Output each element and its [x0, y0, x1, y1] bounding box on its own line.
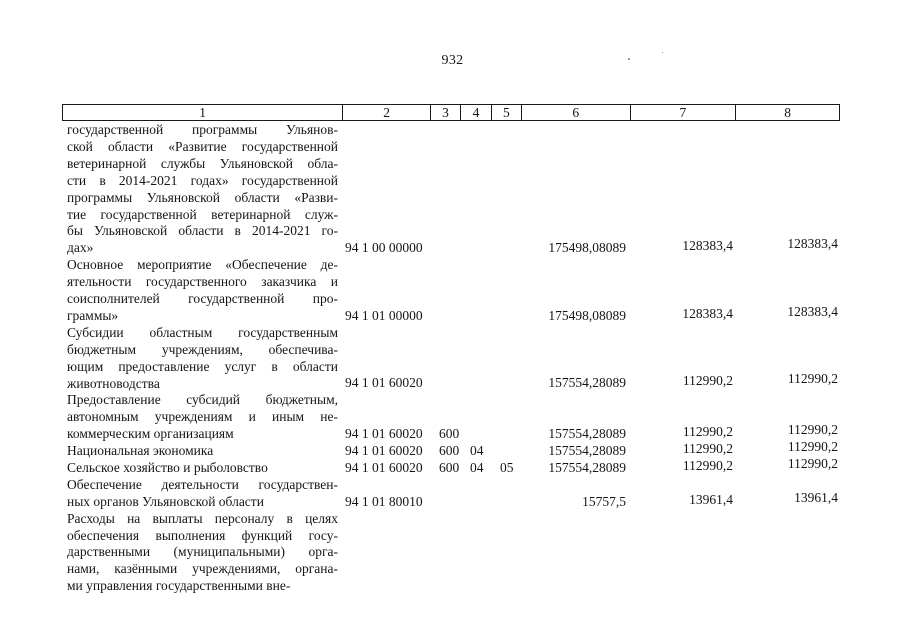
amount-column-7: 112990,2 [682, 457, 733, 473]
subsection-code: 05 [500, 459, 514, 475]
description-line: животноводства [67, 375, 160, 391]
column-header-1: 1 [63, 105, 343, 120]
row-description [67, 392, 338, 443]
description-line: бюджетным учреждениям, обеспечива- [67, 341, 338, 357]
target-article-code: 94 1 01 60020 [345, 459, 423, 475]
target-article-code: 94 1 01 60020 [345, 443, 423, 459]
row-description [67, 122, 338, 257]
scan-speck [662, 52, 663, 53]
row-description [67, 477, 338, 511]
row-description [67, 460, 338, 477]
amount-column-8: 13961,4 [794, 489, 838, 505]
table-body [0, 122, 905, 595]
amount-column-6: 157554,28089 [548, 443, 626, 459]
description-line: дарственными (муниципальными) орга- [67, 544, 338, 560]
amount-column-7: 13961,4 [689, 491, 733, 507]
description-line: соисполнителей государственной про- [67, 291, 338, 306]
amount-column-7: 112990,2 [682, 424, 733, 440]
amount-column-6: 175498,08089 [548, 307, 626, 323]
description-line: граммы» [67, 307, 119, 323]
amount-column-8: 112990,2 [787, 371, 838, 387]
amount-column-7: 128383,4 [682, 305, 733, 321]
expense-type-code: 600 [439, 459, 460, 475]
amount-column-7: 112990,2 [682, 373, 733, 389]
amount-column-6: 157554,28089 [548, 375, 626, 391]
amount-column-8: 128383,4 [787, 303, 838, 319]
section-code: 04 [470, 459, 484, 475]
row-description [67, 511, 338, 596]
description-line: ных органов Ульяновской области [67, 493, 264, 509]
scan-speck [628, 58, 630, 60]
column-header-3: 3 [431, 105, 461, 120]
section-code: 04 [470, 443, 484, 459]
description-line: дах» [67, 240, 94, 256]
target-article-code: 94 1 01 60020 [345, 426, 423, 442]
column-header-7: 7 [631, 105, 737, 120]
table-row [0, 439, 905, 460]
expense-type-code: 600 [439, 426, 460, 442]
target-article-code: 94 1 01 00000 [345, 307, 423, 323]
table-row [0, 392, 905, 443]
page-number: 932 [441, 53, 464, 68]
description-line: тие государственной ветеринарной служ- [67, 206, 338, 222]
description-line: ветеринарной службы Ульяновской обла- [67, 155, 338, 171]
amount-column-7: 112990,2 [682, 441, 733, 457]
target-article-code: 94 1 01 80010 [345, 493, 423, 509]
amount-column-6: 175498,08089 [548, 240, 626, 256]
row-description [67, 257, 338, 325]
table-row [0, 122, 905, 257]
column-header-5: 5 [492, 105, 522, 120]
description-line: автономным учреждениям и иным не- [67, 409, 338, 425]
amount-column-7: 128383,4 [682, 238, 733, 254]
target-article-code: 94 1 01 60020 [345, 375, 423, 391]
description-line: бы Ульяновской области в 2014-2021 го- [67, 223, 338, 239]
description-line: ми управления государственными вне- [67, 578, 291, 594]
description-line: обеспечения выполнения функций госу- [67, 527, 338, 543]
column-header-8: 8 [784, 105, 792, 120]
expense-type-code: 600 [439, 443, 460, 459]
target-article-code: 94 1 00 00000 [345, 240, 423, 256]
description-line: сти в 2014-2021 годах» государственной [67, 172, 338, 188]
column-header-4: 4 [461, 105, 492, 120]
description-line: ющим предоставление услуг в области [67, 358, 338, 374]
table-column-header [62, 104, 840, 121]
amount-column-6: 157554,28089 [548, 459, 626, 475]
table-row [0, 257, 905, 325]
description-line: Национальная экономика [67, 443, 214, 459]
column-header-6: 6 [522, 105, 631, 120]
description-line: Сельское хозяйство и рыболовство [67, 459, 268, 475]
amount-column-6: 157554,28089 [548, 426, 626, 442]
table-row [0, 511, 905, 596]
row-description [67, 325, 338, 393]
amount-column-6: 15757,5 [582, 493, 626, 509]
amount-column-8: 112990,2 [787, 439, 838, 455]
description-line: Предоставление субсидий бюджетным, [67, 392, 338, 408]
amount-column-8: 112990,2 [787, 422, 838, 438]
description-line: программы Ульяновской области «Разви- [67, 189, 338, 205]
row-description [67, 443, 338, 460]
amount-column-8: 112990,2 [787, 455, 838, 471]
description-line: нами, казёнными учреждениями, органа- [67, 561, 338, 577]
table-row [0, 325, 905, 393]
description-line: Обеспечение деятельности государствен- [67, 476, 338, 492]
description-line: ятельности государственного заказчика и [67, 274, 338, 290]
description-line: коммерческим организациям [67, 426, 234, 442]
description-line: ской области «Развитие государственной [67, 138, 338, 154]
description-line: Расходы на выплаты персоналу в целях [67, 510, 338, 526]
description-line: Основное мероприятие «Обеспечение де- [67, 257, 338, 273]
column-header-2: 2 [343, 105, 431, 120]
description-line: государственной программы Ульянов- [67, 122, 338, 137]
table-row [0, 477, 905, 511]
amount-column-8: 128383,4 [787, 236, 838, 252]
table-row [0, 455, 905, 477]
description-line: Субсидии областным государственным [67, 324, 338, 340]
